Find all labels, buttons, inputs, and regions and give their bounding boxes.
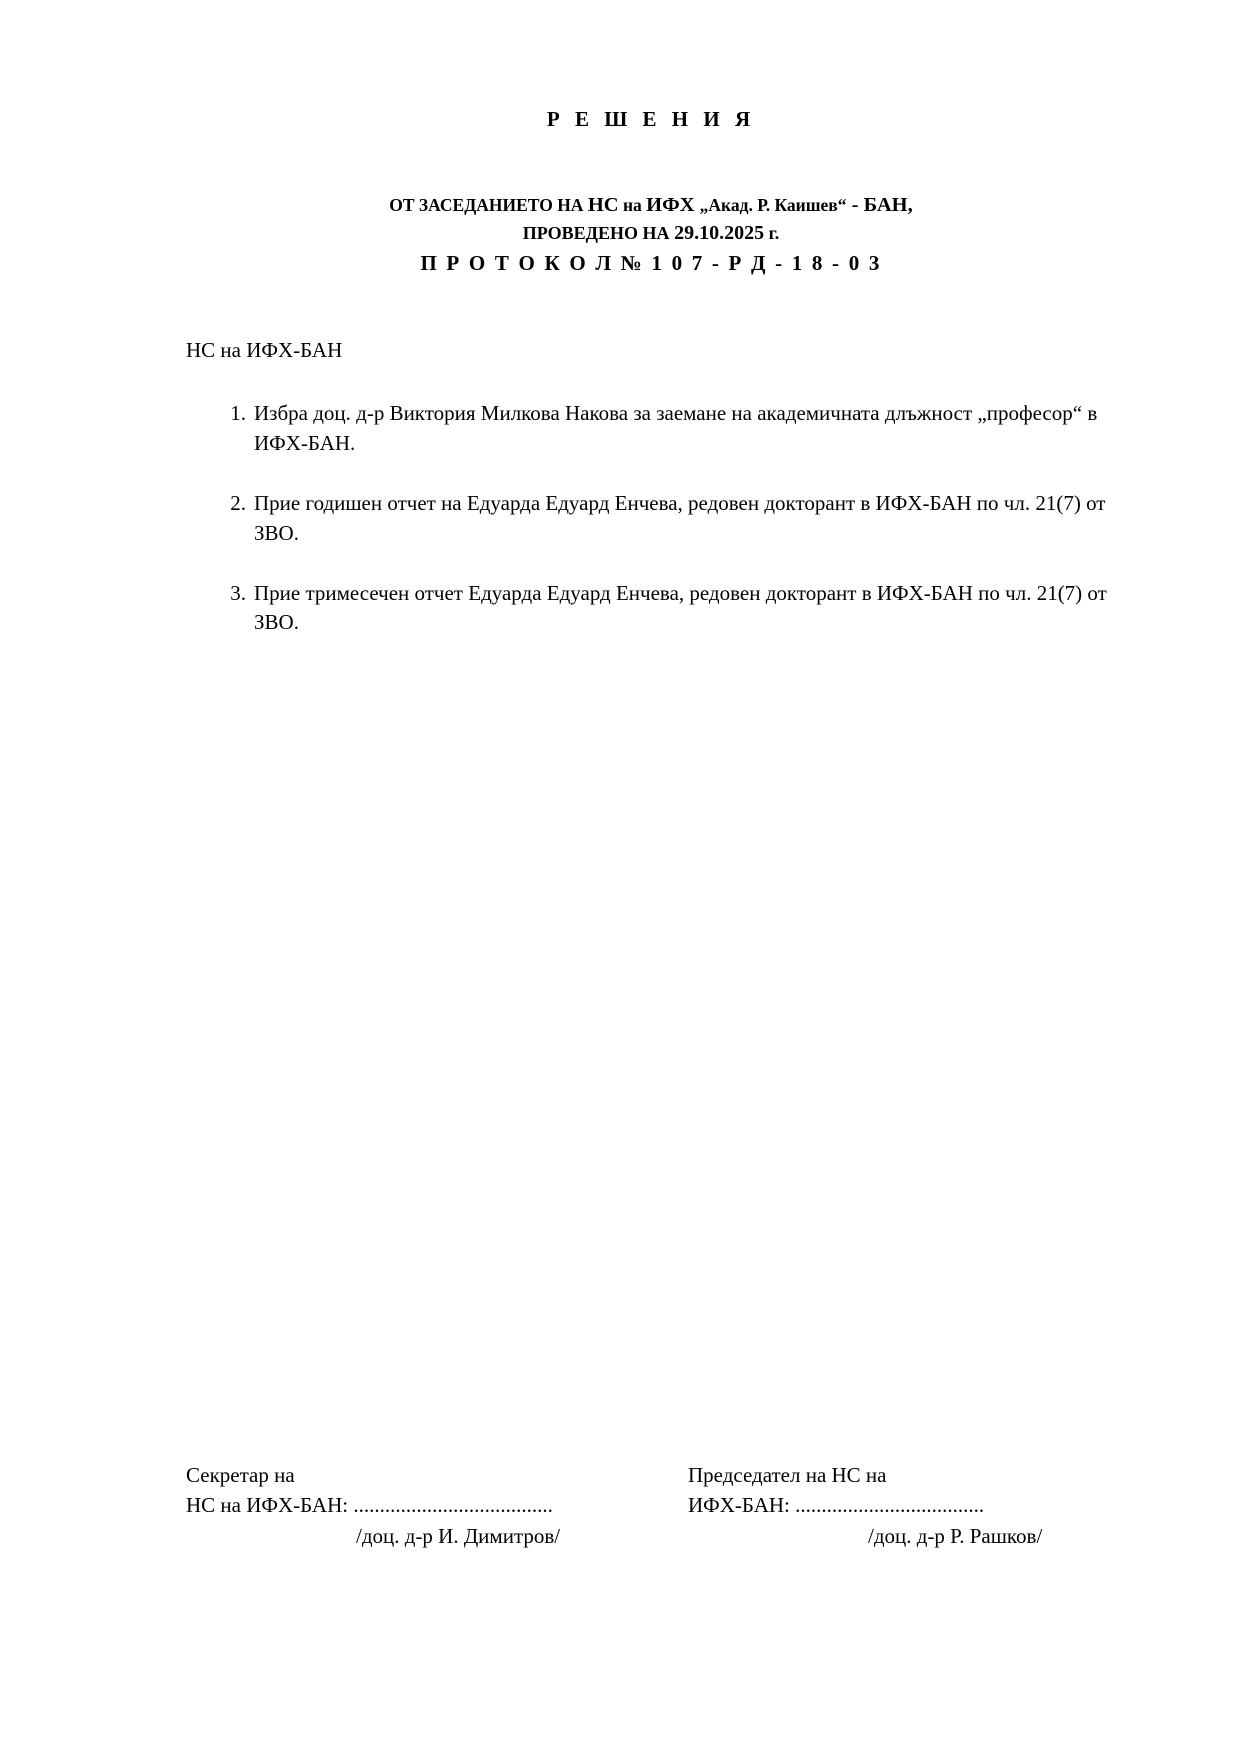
- page-title: Р Е Ш Е Н И Я: [546, 107, 756, 131]
- signature-block: [186, 1460, 1116, 1551]
- list-item-text: Прие годишен отчет на Едуарда Едуард Енчева, редовен докторант в ИФХ-БАН по чл. 21(7) от ЗВО.: [254, 491, 1106, 545]
- list-item-number: 3.: [230, 580, 246, 605]
- subtitle-ifh: ИФХ: [646, 194, 700, 216]
- subtitle-ban: - БАН,: [846, 194, 913, 216]
- subtitle-na: на: [618, 195, 647, 215]
- list-item: [186, 399, 1116, 459]
- protocol-number: П Р О Т О К О Л № 1 0 7 - Р Д - 1 8 - 0 3: [420, 251, 882, 276]
- subtitle-ns: НС: [587, 194, 619, 216]
- subtitle-line-date: [186, 220, 1116, 247]
- document-content: [186, 0, 1116, 668]
- chairman-role-line-1: Председател на НС на: [688, 1463, 887, 1487]
- list-item-number: 1.: [230, 401, 246, 426]
- subtitle-prefix: ОТ ЗАСЕДАНИЕТО НА: [389, 195, 588, 215]
- list-item-number: 2.: [230, 491, 246, 516]
- list-item-text: Прие тримесечен отчет Едуарда Едуард Енчева, редовен докторант в ИФХ-БАН по чл. 21(7) от ЗВО.: [254, 580, 1107, 635]
- chairman-role-line-2: ИФХ-БАН: ....................................: [688, 1493, 985, 1518]
- secretary-role-line-2: НС на ИФХ-БАН: ......................................: [186, 1493, 553, 1518]
- list-item: [186, 489, 1116, 549]
- list-item-text: Избра доц. д-р Виктория Милкова Накова за заемане на академичната длъжност „професор“ в ИФХ-БАН.: [254, 401, 1098, 456]
- secretary-name: /доц. д-р И. Димитров/: [356, 1523, 561, 1548]
- organization-line: НС на ИФХ-БАН: [186, 338, 343, 363]
- decisions-list: [186, 399, 1116, 638]
- subtitle-akad: „Акад. Р. Каишев“: [699, 195, 847, 215]
- list-item: [186, 579, 1116, 639]
- meeting-date: 29.10.2025: [674, 222, 765, 245]
- subtitle-year-suffix: г.: [764, 223, 780, 244]
- signature-row: [186, 1460, 1116, 1551]
- chairman-name: /доц. д-р Р. Рашков/: [868, 1523, 1043, 1548]
- subtitle-line-meeting: [186, 192, 1116, 219]
- secretary-role-line-1: Секретар на: [186, 1463, 295, 1487]
- signature-secretary: [186, 1460, 651, 1551]
- document-subtitle: [186, 192, 1116, 277]
- signature-chairman: [651, 1460, 1116, 1551]
- subtitle-held-on: ПРОВЕДЕНО НА: [522, 223, 675, 244]
